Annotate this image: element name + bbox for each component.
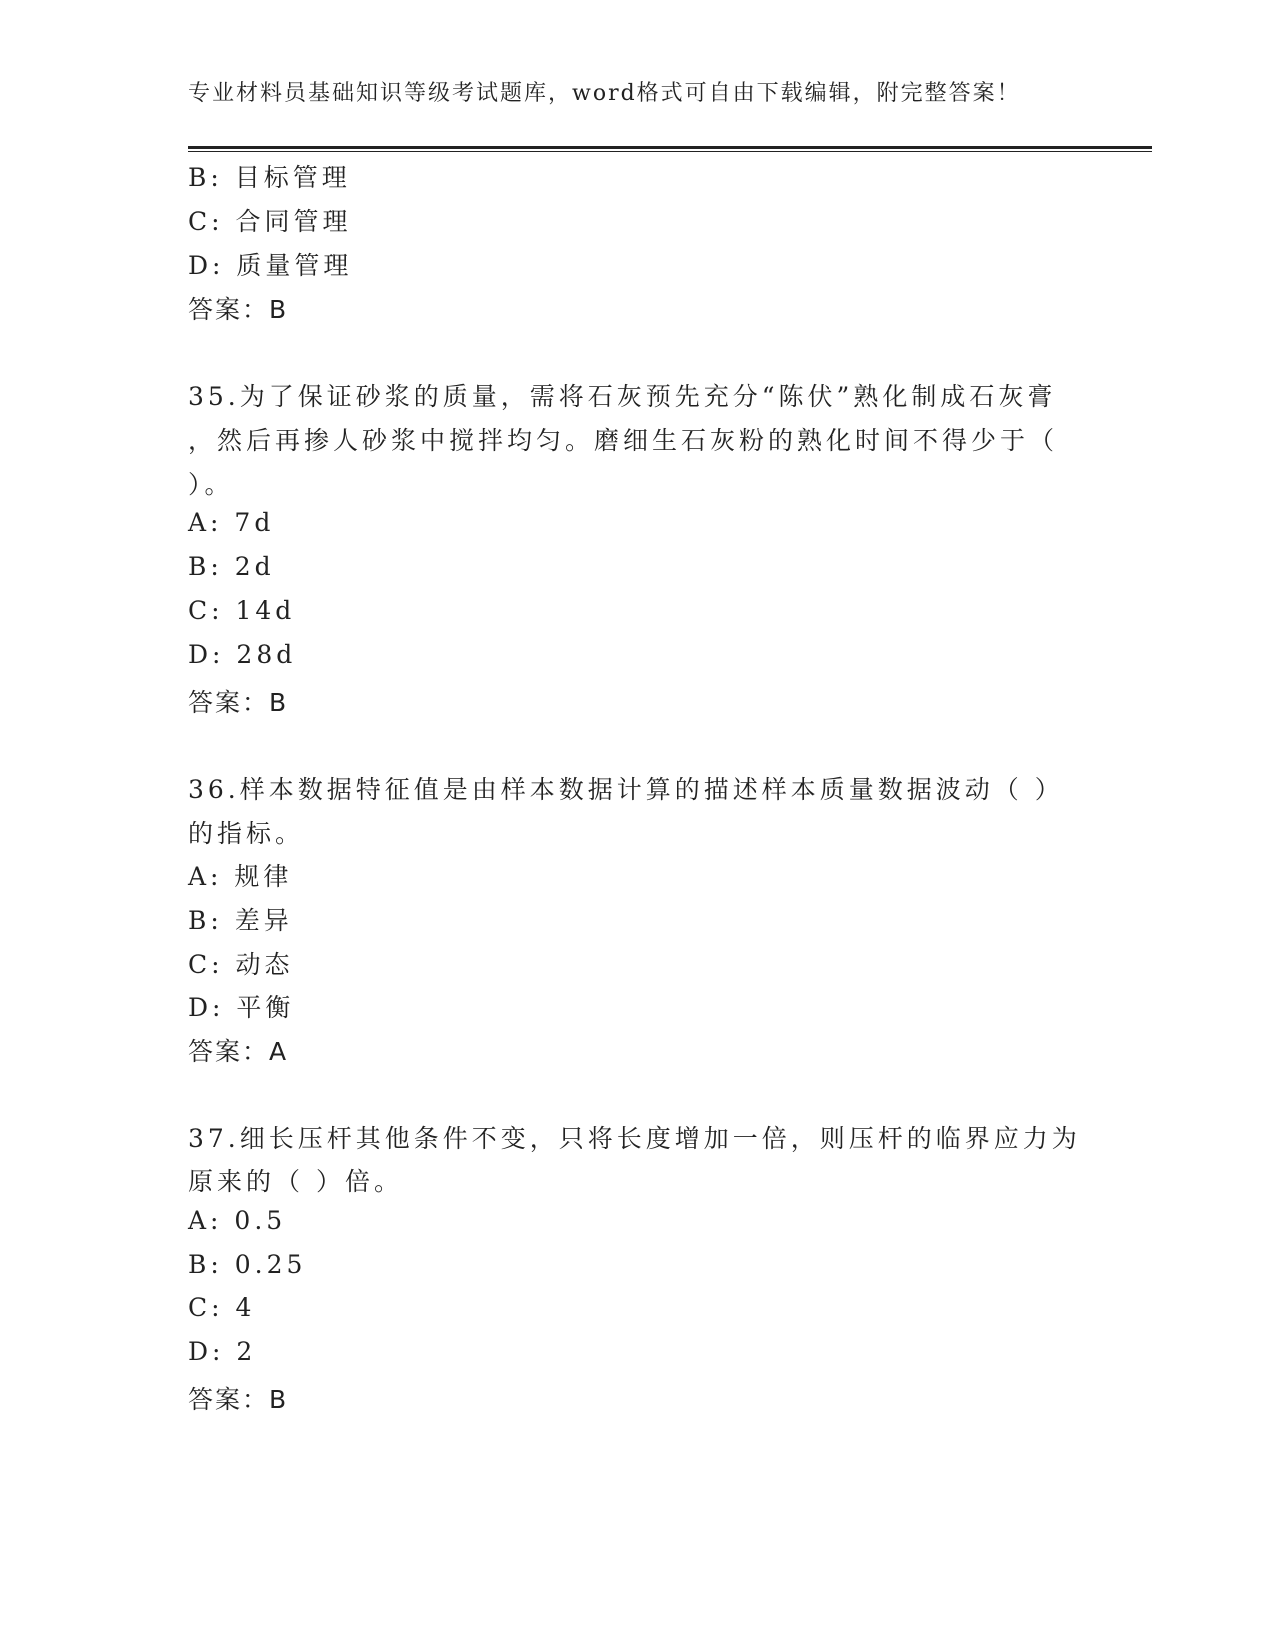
option-d: D: 平衡 (188, 993, 295, 1022)
question-text-line: 原来的（ ）倍。 (188, 1167, 403, 1196)
question-text-line: 的指标。 (188, 819, 305, 848)
option-a: A: 规律 (188, 862, 293, 891)
option-d: D: 2 (188, 1337, 257, 1366)
header-rule-thin (188, 151, 1152, 152)
option-b: B: 差异 (188, 906, 293, 935)
option-d: D: 质量管理 (188, 251, 353, 280)
question-text-line: ，然后再掺人砂浆中搅拌均匀。磨细生石灰粉的熟化时间不得少于（ (188, 426, 1059, 455)
answer: 答案：A (188, 1037, 289, 1066)
question-text-line: 37.细长压杆其他条件不变，只将长度增加一倍，则压杆的临界应力为 (188, 1124, 1081, 1153)
question-text-line: 36.样本数据特征值是由样本数据计算的描述样本质量数据波动（ ） (188, 775, 1064, 804)
option-a: A: 7d (188, 508, 275, 537)
question-text-line: 35.为了保证砂浆的质量，需将石灰预先充分“陈伏”熟化制成石灰膏 (188, 382, 1057, 411)
answer: 答案：B (188, 688, 289, 717)
header-rule-thick (188, 146, 1152, 149)
answer: 答案：B (188, 295, 289, 324)
answer: 答案：B (188, 1385, 289, 1414)
option-b: B: 2d (188, 552, 275, 581)
option-d: D: 28d (188, 640, 297, 669)
question-text-line: ）。 (188, 470, 234, 499)
option-c: C: 合同管理 (188, 207, 352, 236)
option-c: C: 4 (188, 1293, 256, 1322)
option-a: A: 0.5 (188, 1206, 287, 1235)
option-c: C: 动态 (188, 950, 294, 979)
option-b: B: 0.25 (188, 1250, 307, 1279)
option-c: C: 14d (188, 596, 296, 625)
page-header: 专业材料员基础知识等级考试题库，word格式可自由下载编辑，附完整答案！ (188, 81, 1021, 106)
option-b: B: 目标管理 (188, 163, 351, 192)
